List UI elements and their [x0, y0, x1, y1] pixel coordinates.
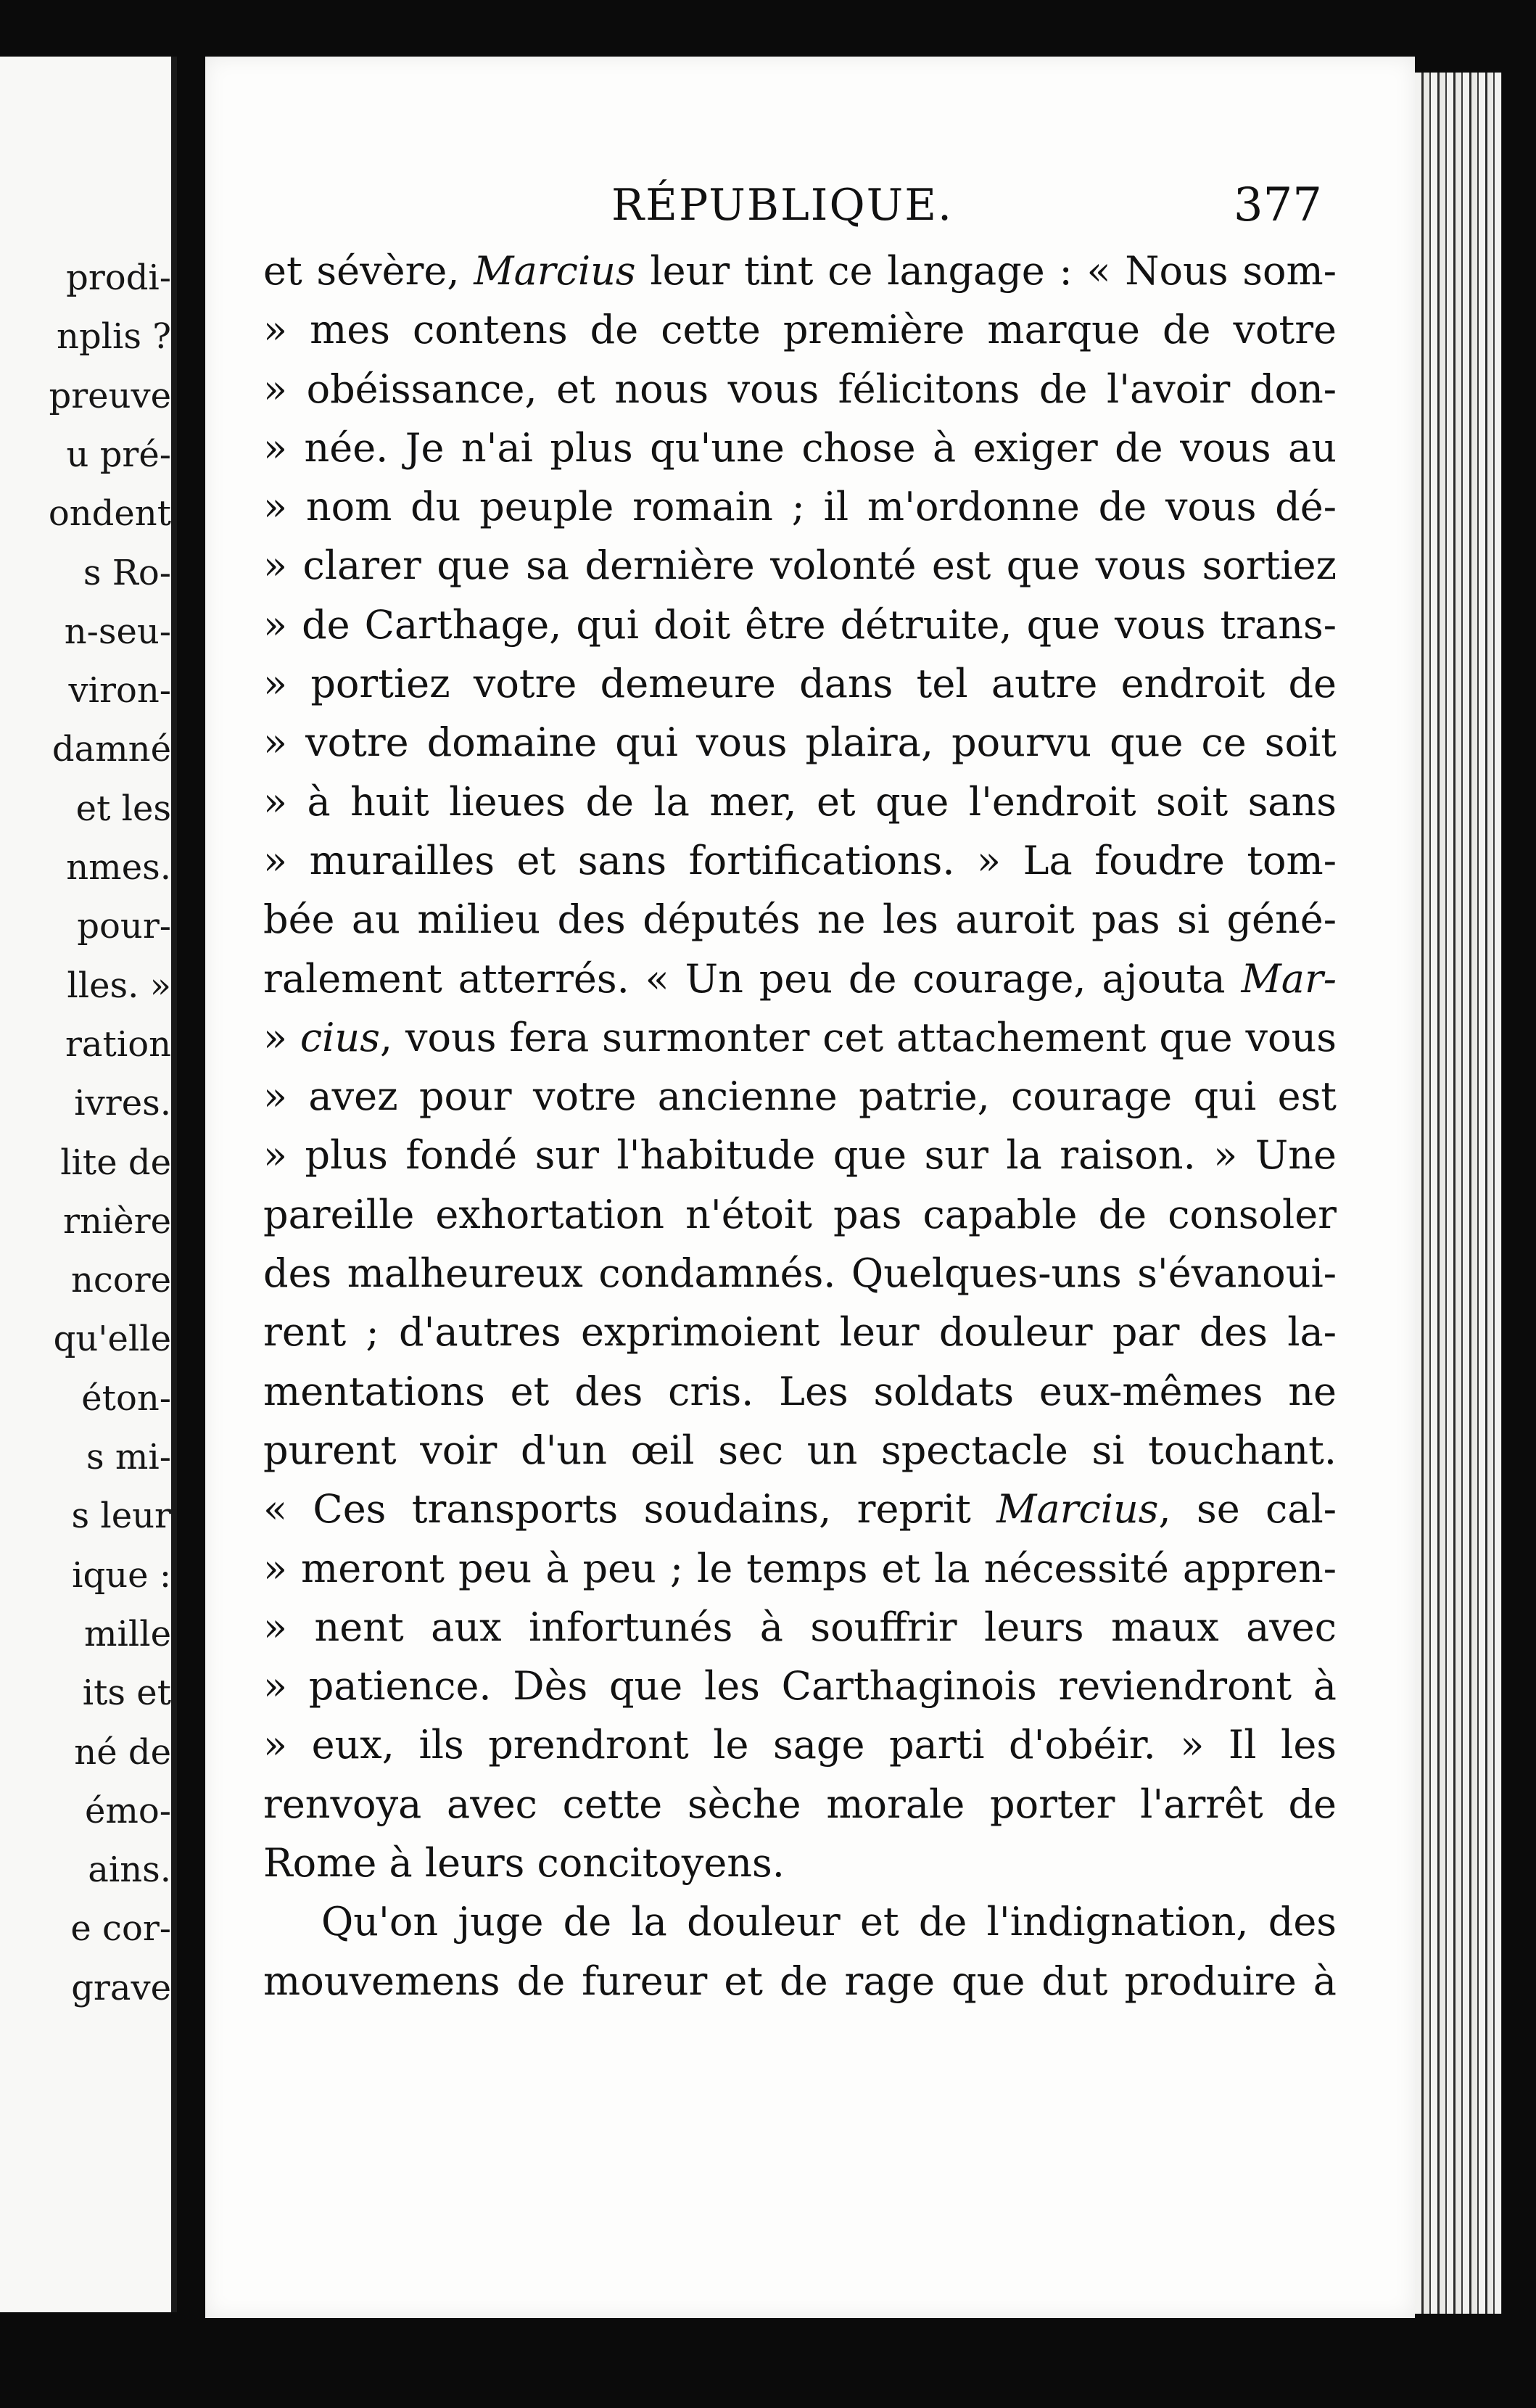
- prev-page-fragment: s leur: [71, 1496, 171, 1537]
- italic-name: Marcius: [996, 1486, 1159, 1533]
- prev-page-fragment: nmes.: [66, 847, 171, 888]
- prev-page-fragment: ondent: [48, 493, 171, 535]
- prev-page-fragment: qu'elle: [53, 1319, 171, 1360]
- text-run: » murailles et sans fortifications. » La foudre tom-: [263, 837, 1337, 883]
- text-line: [263, 1657, 1337, 1715]
- text-run: Qu'on juge de la douleur et de l'indignation, des: [321, 1899, 1337, 1945]
- prev-page-fragment: ains.: [88, 1850, 171, 1891]
- prev-page-fragment: ivres.: [74, 1083, 171, 1124]
- italic-name: Marcius: [474, 248, 636, 294]
- text-run: » meront peu à peu ; le temps et la nécessité appren-: [263, 1545, 1337, 1591]
- text-line: [263, 831, 1337, 890]
- running-head: [205, 165, 1415, 245]
- prev-page-fragment: né de: [74, 1731, 171, 1773]
- text-run: purent voir d'un œil sec un spectacle si touchant.: [263, 1427, 1337, 1473]
- prev-page-fragment: mille: [84, 1613, 171, 1654]
- text-run: » avez pour votre ancienne patrie, courage qui est: [263, 1073, 1337, 1120]
- prev-page-fragment: viron-: [68, 670, 171, 712]
- text-line: [263, 1539, 1337, 1598]
- italic-name: cius: [300, 1014, 380, 1060]
- prev-page-fragment: n-seu-: [64, 611, 171, 652]
- prev-page-fragment: ncore: [70, 1260, 171, 1301]
- text-line: [263, 713, 1337, 772]
- text-run: , se cal-: [1158, 1486, 1337, 1533]
- text-line: [263, 949, 1337, 1008]
- text-run: leur tint ce langage : « Nous som-: [635, 248, 1337, 294]
- text-line: [263, 536, 1337, 595]
- text-line: [263, 477, 1337, 536]
- prev-page-fragment: grave: [71, 1967, 171, 2008]
- prev-page-fragment: pour-: [77, 906, 171, 947]
- text-run: » nent aux infortunés à souffrir leurs maux avec: [263, 1604, 1337, 1650]
- text-run: et sévère,: [263, 248, 474, 294]
- prev-page-fragment: s Ro-: [83, 552, 171, 593]
- text-run: » plus fondé sur l'habitude que sur la raison. » Une: [263, 1132, 1337, 1179]
- prev-page-fragment: nplis ?: [57, 316, 171, 358]
- text-line: [263, 1303, 1337, 1361]
- text-run: « Ces transports soudains, reprit: [263, 1486, 997, 1533]
- text-run: mouvemens de fureur et de rage que dut produire à: [263, 1958, 1337, 2004]
- text-line: [263, 595, 1337, 654]
- prev-page-fragment: damné: [51, 729, 171, 770]
- text-run: » de Carthage, qui doit être détruite, que vous trans-: [263, 601, 1337, 648]
- text-run: renvoya avec cette sèche morale porter l'arrêt de: [263, 1781, 1337, 1827]
- text-run: » née. Je n'ai plus qu'une chose à exiger de vous au: [263, 424, 1337, 471]
- text-line: [263, 1126, 1337, 1184]
- text-run: » clarer que sa dernière volonté est que vous sortiez: [263, 543, 1337, 589]
- text-run: » obéissance, et nous vous félicitons de l'avoir don-: [263, 366, 1337, 412]
- text-line: [263, 1598, 1337, 1657]
- text-run: rent ; d'autres exprimoient leur douleur par des la-: [263, 1309, 1337, 1356]
- body-text: [263, 242, 1337, 2011]
- previous-page-edge: [0, 57, 177, 2312]
- prev-page-fragment: prodi-: [66, 257, 171, 298]
- text-line: [263, 1421, 1337, 1480]
- text-run: mentations et des cris. Les soldats eux-mêmes ne: [263, 1368, 1337, 1414]
- prev-page-fragment: preuve: [49, 375, 171, 416]
- text-line: [263, 1952, 1337, 2011]
- text-line: [263, 1775, 1337, 1834]
- text-run: » patience. Dès que les Carthaginois reviendront à: [263, 1663, 1337, 1710]
- text-line: [263, 890, 1337, 949]
- prev-page-fragment: émo-: [84, 1790, 171, 1831]
- prev-page-fragment: ration: [65, 1023, 171, 1065]
- text-run: pareille exhortation n'étoit pas capable de consoler: [263, 1191, 1337, 1237]
- text-line: [263, 1008, 1337, 1067]
- prev-page-fragment: éton-: [81, 1377, 171, 1419]
- prev-page-fragment: s mi-: [86, 1437, 171, 1477]
- text-run: » mes contens de cette première marque de votre: [263, 307, 1337, 353]
- prev-page-fragment: lite de: [60, 1142, 171, 1183]
- text-line: [263, 772, 1337, 831]
- text-line: [263, 1834, 1337, 1892]
- text-run: Rome à leurs concitoyens.: [263, 1840, 785, 1887]
- text-line: [263, 1480, 1337, 1538]
- text-line: [263, 300, 1337, 359]
- text-run: » eux, ils prendront le sage parti d'obéir. » Il les: [263, 1722, 1337, 1768]
- text-run: » à huit lieues de la mer, et que l'endroit soit sans: [263, 778, 1337, 825]
- text-run: bée au milieu des députés ne les auroit pas si géné-: [263, 896, 1337, 943]
- text-run: ralement atterrés. « Un peu de courage, ajouta: [263, 955, 1242, 1002]
- text-line: [263, 418, 1337, 477]
- prev-page-fragment: lles. »: [67, 965, 171, 1006]
- prev-page-fragment: et les: [75, 788, 171, 829]
- text-run: , vous fera surmonter cet attachement que vous: [379, 1014, 1337, 1060]
- prev-page-fragment: e cor-: [70, 1908, 171, 1950]
- italic-name: Mar-: [1241, 955, 1337, 1002]
- text-run: des malheureux condamnés. Quelques-uns s'évanoui-: [263, 1250, 1337, 1297]
- text-line: [263, 1362, 1337, 1421]
- running-head-title: RÉPUBLIQUE.: [611, 180, 954, 231]
- prev-page-fragment: rnière: [63, 1200, 171, 1242]
- text-line: [263, 1185, 1337, 1244]
- text-line: [263, 1715, 1337, 1774]
- text-line: [263, 1067, 1337, 1126]
- text-line: [263, 360, 1337, 418]
- text-line: [263, 654, 1337, 713]
- text-run: » portiez votre demeure dans tel autre endroit de: [263, 661, 1337, 707]
- prev-page-fragment: u pré-: [66, 434, 171, 475]
- book-page: [205, 57, 1415, 2318]
- page-number: 377: [1233, 178, 1322, 232]
- text-run: » votre domaine qui vous plaira, pourvu que ce soit: [263, 719, 1337, 766]
- prev-page-fragment: ique :: [72, 1554, 171, 1596]
- text-run: » nom du peuple romain ; il m'ordonne de vous dé-: [263, 484, 1337, 530]
- text-line: [263, 242, 1337, 300]
- text-run: »: [263, 1014, 300, 1060]
- text-line: [263, 1244, 1337, 1303]
- page-block-edges: [1415, 73, 1502, 2314]
- text-line: [263, 1892, 1337, 1951]
- prev-page-fragment: its et: [82, 1673, 171, 1714]
